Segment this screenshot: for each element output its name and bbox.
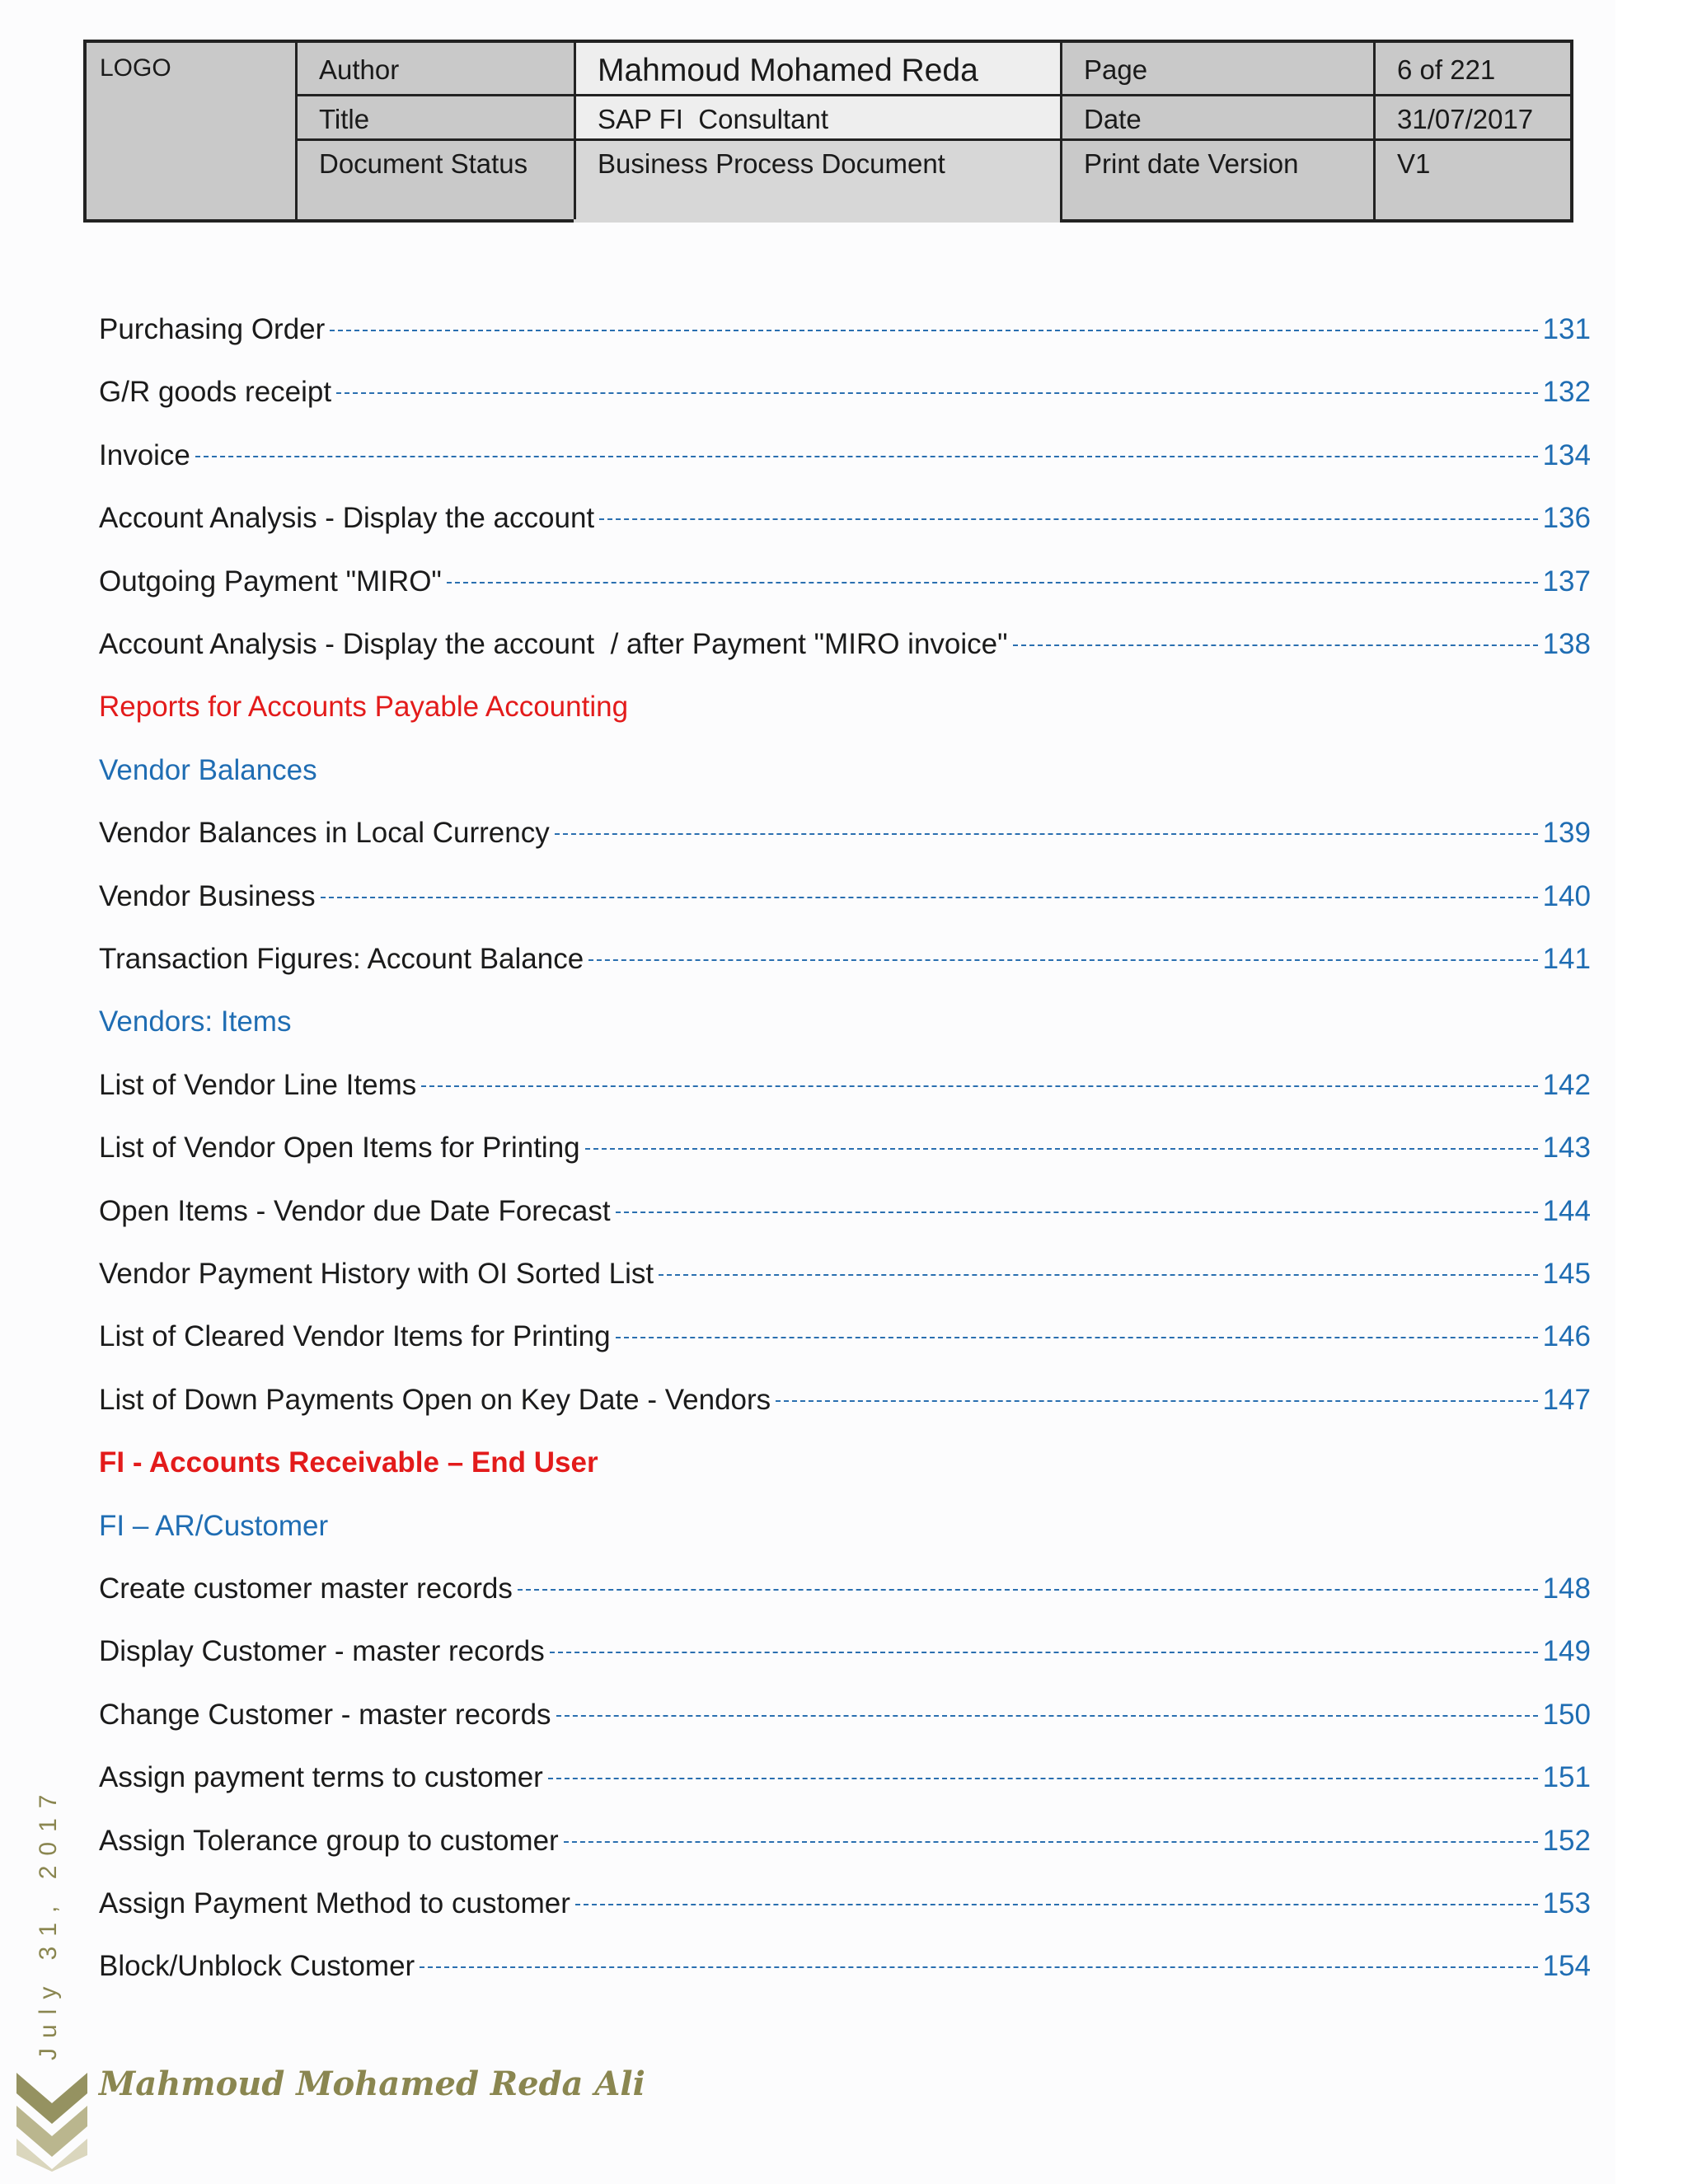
toc-dot-leader	[336, 392, 1538, 394]
toc-dot-leader	[616, 1337, 1538, 1338]
toc-heading-label: FI – AR/Customer	[99, 1509, 329, 1542]
date-label: Date	[1084, 104, 1142, 134]
toc-entry[interactable]	[99, 1384, 1591, 1430]
toc-entry-label: Transaction Figures: Account Balance	[99, 943, 584, 975]
toc-entry[interactable]	[99, 1572, 1591, 1619]
toc-page-number: 134	[1542, 438, 1591, 471]
toc-page-number: 154	[1542, 1950, 1591, 1983]
toc-dot-leader	[588, 959, 1537, 961]
toc-entry[interactable]	[99, 376, 1591, 422]
toc-entry-label: List of Vendor Line Items	[99, 1068, 417, 1101]
toc-section-heading[interactable]	[99, 754, 1591, 800]
toc-page-number: 143	[1542, 1132, 1591, 1165]
toc-dot-leader	[585, 1148, 1538, 1150]
toc-entry[interactable]	[99, 313, 1591, 359]
toc-page-number: 139	[1542, 817, 1591, 850]
toc-entry-label: Vendor Business	[99, 879, 316, 912]
document-header-table	[83, 40, 1573, 223]
author-label: Author	[319, 54, 400, 85]
toc-heading-label: Vendors: Items	[99, 1005, 292, 1038]
toc-dot-leader	[575, 1904, 1538, 1905]
toc-page-number: 144	[1542, 1194, 1591, 1227]
toc-entry[interactable]	[99, 1887, 1591, 1933]
toc-dot-leader	[556, 1715, 1538, 1717]
toc-entry-label: Account Analysis - Display the account / after Payment "MIRO invoice"	[99, 628, 1008, 660]
toc-page-number: 142	[1542, 1068, 1591, 1101]
toc-dot-leader	[420, 1966, 1537, 1968]
toc-dot-leader	[321, 897, 1538, 898]
status-value: Business Process Document	[598, 148, 945, 179]
toc-entry[interactable]	[99, 1699, 1591, 1745]
toc-page-number: 150	[1542, 1698, 1591, 1731]
toc-entry-label: G/R goods receipt	[99, 376, 332, 409]
toc-page-number: 149	[1542, 1635, 1591, 1668]
footer-author-name: Mahmoud Mohamed Reda Ali	[99, 2064, 645, 2103]
toc-entry-label: Vendor Payment History with OI Sorted List	[99, 1258, 654, 1290]
toc-dot-leader	[599, 518, 1537, 520]
status-label: Document Status	[319, 148, 528, 179]
toc-entry-label: Assign Tolerance group to customer	[99, 1824, 559, 1857]
title-value: SAP FI Consultant	[598, 104, 829, 134]
toc-heading-label: Reports for Accounts Payable Accounting	[99, 691, 629, 724]
toc-entry-label: Assign payment terms to customer	[99, 1761, 543, 1794]
toc-dot-leader	[550, 1652, 1538, 1653]
header-row-divider-2	[295, 138, 1570, 141]
toc-entry-label: Block/Unblock Customer	[99, 1950, 415, 1983]
author-value: Mahmoud Mohamed Reda	[598, 53, 978, 88]
toc-section-heading[interactable]	[99, 1005, 1591, 1052]
toc-heading-label: FI - Accounts Receivable – End User	[99, 1446, 598, 1479]
toc-page-number: 148	[1542, 1572, 1591, 1605]
toc-page-number: 131	[1542, 313, 1591, 345]
toc-entry[interactable]	[99, 1320, 1591, 1366]
toc-entry-label: Assign Payment Method to customer	[99, 1887, 570, 1919]
title-label: Title	[319, 104, 370, 134]
page-value: 6 of 221	[1397, 54, 1496, 85]
toc-entry[interactable]	[99, 628, 1591, 674]
toc-entry-label: Vendor Balances in Local Currency	[99, 817, 550, 850]
header-row-divider-1	[295, 94, 1570, 96]
toc-page-number: 138	[1542, 628, 1591, 660]
toc-dot-leader	[616, 1212, 1538, 1213]
side-date: July 31, 2017	[35, 1784, 62, 2060]
toc-page-number: 151	[1542, 1761, 1591, 1794]
toc-entry-label: Outgoing Payment "MIRO"	[99, 565, 442, 598]
toc-dot-leader	[421, 1085, 1537, 1087]
toc-page-number: 147	[1542, 1383, 1591, 1416]
toc-page-number: 136	[1542, 502, 1591, 535]
toc-page-number: 141	[1542, 943, 1591, 975]
toc-entry[interactable]	[99, 502, 1591, 548]
toc-entry[interactable]	[99, 1635, 1591, 1681]
toc-page-number: 137	[1542, 565, 1591, 598]
toc-entry-label: List of Down Payments Open on Key Date - Vendors	[99, 1383, 771, 1416]
toc-dot-leader	[555, 833, 1538, 835]
toc-dot-leader	[195, 456, 1538, 457]
toc-section-heading[interactable]	[99, 691, 1591, 737]
toc-entry[interactable]	[99, 1069, 1591, 1115]
toc-dot-leader	[1013, 644, 1538, 646]
toc-entry[interactable]	[99, 1825, 1591, 1871]
toc-page-number: 146	[1542, 1320, 1591, 1353]
toc-page-number: 145	[1542, 1258, 1591, 1290]
toc-entry[interactable]	[99, 565, 1591, 612]
toc-page-number: 132	[1542, 376, 1591, 409]
toc-entry[interactable]	[99, 1258, 1591, 1304]
toc-entry-label: Change Customer - master records	[99, 1698, 551, 1731]
toc-page-number: 153	[1542, 1887, 1591, 1919]
toc-entry[interactable]	[99, 817, 1591, 863]
toc-dot-leader	[776, 1400, 1537, 1402]
toc-dot-leader	[447, 582, 1538, 583]
toc-entry[interactable]	[99, 1132, 1591, 1178]
toc-entry[interactable]	[99, 1761, 1591, 1807]
toc-dot-leader	[564, 1841, 1538, 1843]
toc-page-number: 152	[1542, 1824, 1591, 1857]
version-value: V1	[1397, 148, 1431, 179]
date-value: 31/07/2017	[1397, 104, 1534, 134]
toc-dot-leader	[330, 330, 1537, 331]
toc-entry[interactable]	[99, 1950, 1591, 1996]
logo-placeholder: LOGO	[100, 54, 171, 82]
toc-entry[interactable]	[99, 1195, 1591, 1241]
chevron-decoration-icon	[16, 2069, 87, 2172]
toc-dot-leader	[518, 1589, 1538, 1591]
toc-entry-label: Purchasing Order	[99, 313, 326, 345]
toc-section-heading[interactable]	[99, 1510, 1591, 1556]
toc-entry-label: List of Vendor Open Items for Printing	[99, 1132, 580, 1165]
toc-entry-label: Account Analysis - Display the account	[99, 502, 595, 535]
toc-entry-label: Open Items - Vendor due Date Forecast	[99, 1194, 611, 1227]
toc-entry[interactable]	[99, 439, 1591, 485]
toc-entry-label: Display Customer - master records	[99, 1635, 545, 1668]
toc-section-heading[interactable]	[99, 1446, 1591, 1493]
toc-heading-label: Vendor Balances	[99, 753, 317, 786]
version-label: Print date Version	[1084, 148, 1299, 179]
toc-entry-label: List of Cleared Vendor Items for Printing	[99, 1320, 611, 1353]
toc-page-number: 140	[1542, 879, 1591, 912]
toc-entry[interactable]	[99, 880, 1591, 926]
toc-dot-leader	[548, 1778, 1538, 1779]
toc-dot-leader	[659, 1274, 1538, 1276]
toc-entry-label: Invoice	[99, 438, 190, 471]
page-label: Page	[1084, 54, 1148, 85]
toc-entry-label: Create customer master records	[99, 1572, 513, 1605]
toc-entry[interactable]	[99, 943, 1591, 989]
